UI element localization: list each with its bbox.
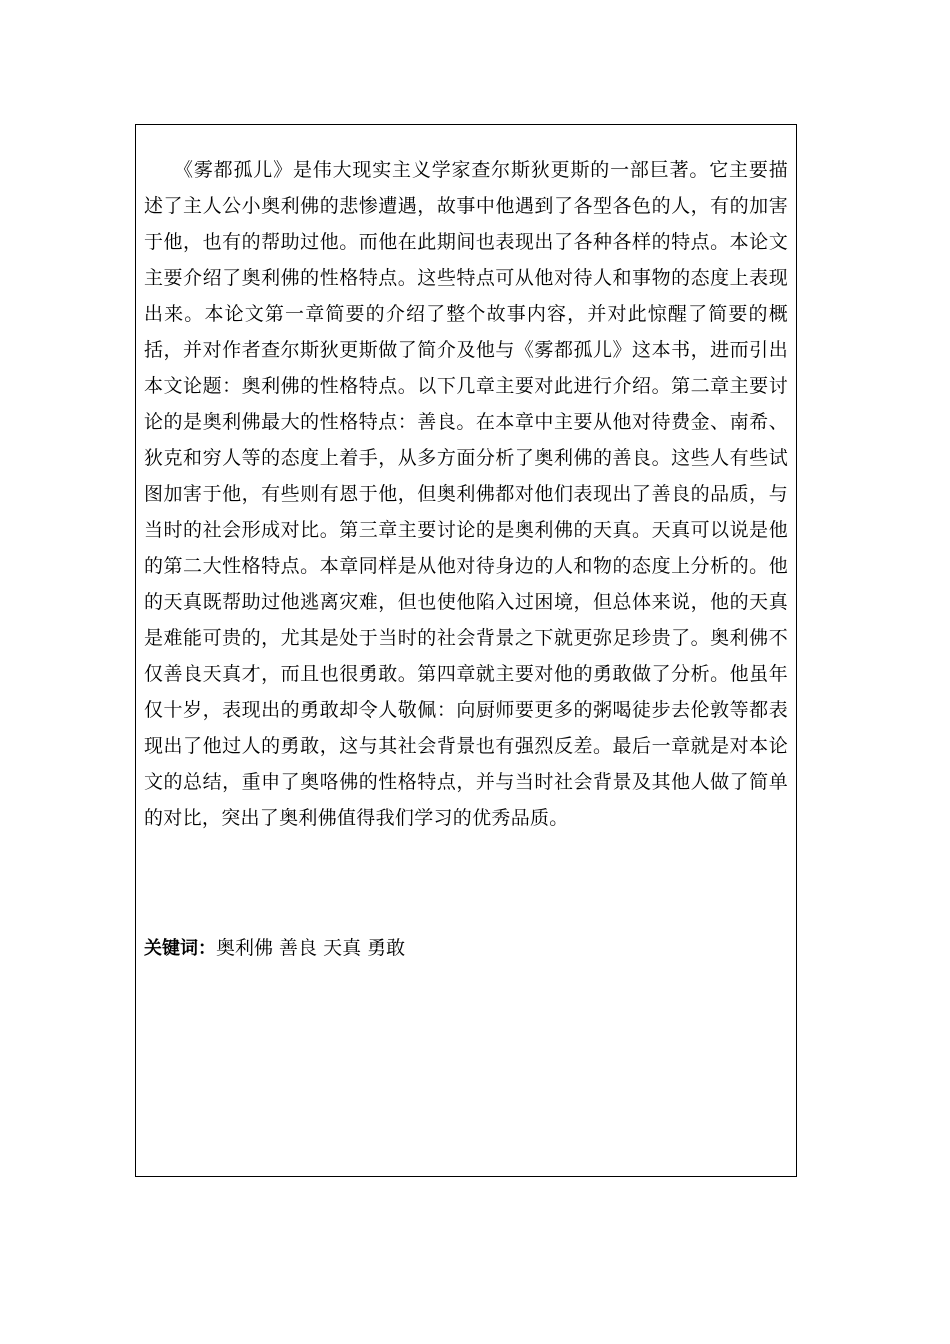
abstract-body: 《雾都孤儿》是伟大现实主义学家查尔斯狄更斯的一部巨著。它主要描述了主人公小奥利佛的悲惨遭遇，故事中他遇到了各型各色的人，有的加害于他，也有的帮助过他。而他在此期间也表现出了各种各样的特点。本论文主要介绍了奥利佛的性格特点。这些特点可从他对待人和事物的态度上表现出来。本论文第一章简要的介绍了整个故事内容，并对此惊醒了简要的概括，并对作者查尔斯狄更斯做了简介及他与《雾都孤儿》这本书，进而引出本文论题：奥利佛的性格特点。以下几章主要对此进行介绍。第二章主要讨论的是奥利佛最大的性格特点：善良。在本章中主要从他对待费金、南希、狄克和穷人等的态度上着手，从多方面分析了奥利佛的善良。这些人有些试图加害于他，有些则有恩于他，但奥利佛都对他们表现出了善良的品质，与当时的社会形成对比。第三章主要讨论的是奥利佛的天真。天真可以说是他的第二大性格特点。本章同样是从他对待身边的人和物的态度上分析的。他的天真既帮助过他逃离灾难，但也使他陷入过困境，但总体来说，他的天真是难能可贵的，尤其是处于当时的社会背景之下就更弥足珍贵了。奥利佛不仅善良天真才，而且也很勇敢。第四章就主要对他的勇敢做了分析。他虽年仅十岁，表现出的勇敢却令人敬佩：向厨师要更多的粥喝徒步去伦敦等都表现出了他过人的勇敢，这与其社会背景也有强烈反差。最后一章就是对本论文的总结，重申了奥咯佛的性格特点，并与当时社会背景及其他人做了简单的对比，突出了奥利佛值得我们学习的优秀品质。: [144, 159, 788, 829]
keywords-value: 奥利佛 善良 天真 勇敢: [216, 937, 406, 959]
keywords-line: [144, 934, 788, 963]
keywords-label: 关键词：: [144, 938, 216, 959]
abstract-frame: [135, 124, 797, 1177]
